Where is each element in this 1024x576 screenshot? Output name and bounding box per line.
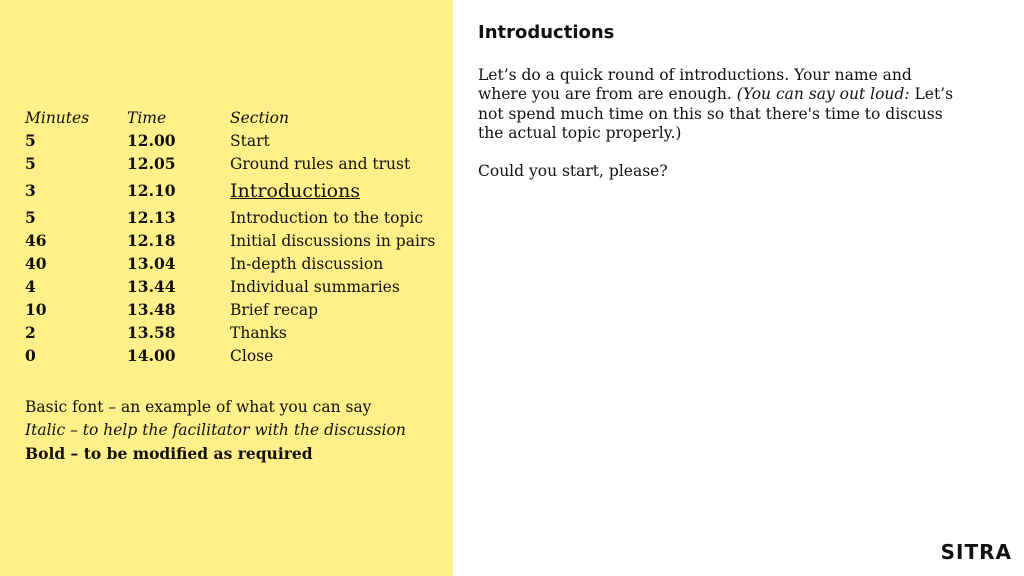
agenda-row-current (25, 175, 435, 206)
agenda-section: Start (230, 131, 270, 150)
agenda-time: 12.10 (127, 181, 176, 200)
agenda-row (25, 129, 435, 152)
legend-italic: Italic – to help the facilitator with the discussion (25, 421, 406, 439)
font-legend (25, 396, 406, 465)
agenda-section: Introduction to the topic (230, 208, 424, 227)
agenda-time: 13.04 (127, 254, 176, 273)
agenda-section: Thanks (230, 323, 287, 342)
agenda-row (25, 252, 435, 275)
legend-bold: Bold – to be modified as required (25, 444, 313, 463)
agenda-time: 12.18 (127, 231, 176, 250)
agenda-time: 12.00 (127, 131, 176, 150)
facilitator-note: (You can say out loud: (736, 85, 910, 104)
minutes-header: Minutes (25, 108, 90, 127)
agenda-section-current-link[interactable]: Introductions (230, 179, 361, 202)
agenda-row (25, 321, 435, 344)
agenda-section: Initial discussions in pairs (230, 231, 436, 250)
intro-text-continued: Let’s not spend much time on this so that there's time to discuss the actual topic properly.) (478, 85, 954, 142)
agenda-minutes: 4 (25, 277, 36, 296)
agenda-table (25, 106, 435, 367)
agenda-time: 13.48 (127, 300, 176, 319)
intro-text: Let’s do a quick round of introductions. Your name and where you are from are enough. (478, 66, 912, 104)
agenda-row (25, 206, 435, 229)
agenda-minutes: 2 (25, 323, 36, 342)
agenda-time: 14.00 (127, 346, 176, 365)
agenda-minutes: 3 (25, 181, 36, 200)
agenda-minutes: 46 (25, 231, 47, 250)
agenda-section: Brief recap (230, 300, 319, 319)
section-title: Introductions (478, 22, 615, 43)
agenda-section: Individual summaries (230, 277, 400, 296)
intro-paragraph (478, 66, 958, 143)
agenda-minutes: 5 (25, 154, 36, 173)
agenda-time: 13.58 (127, 323, 176, 342)
agenda-time: 12.05 (127, 154, 176, 173)
agenda-row (25, 344, 435, 367)
agenda-time: 13.44 (127, 277, 176, 296)
prompt-paragraph: Could you start, please? (478, 162, 668, 181)
agenda-row (25, 275, 435, 298)
agenda-time: 12.13 (127, 208, 176, 227)
agenda-minutes: 5 (25, 208, 36, 227)
agenda-header-row (25, 106, 435, 129)
section-header: Section (230, 108, 289, 127)
agenda-minutes: 5 (25, 131, 36, 150)
legend-basic: Basic font – an example of what you can say (25, 398, 372, 416)
agenda-section: Close (230, 346, 274, 365)
time-header: Time (127, 108, 167, 127)
agenda-row (25, 229, 435, 252)
agenda-row (25, 298, 435, 321)
agenda-section: In-depth discussion (230, 254, 384, 273)
sitra-logo: SITRA (940, 540, 1012, 564)
agenda-section: Ground rules and trust (230, 154, 411, 173)
agenda-minutes: 0 (25, 346, 36, 365)
agenda-row (25, 152, 435, 175)
section-body (478, 66, 958, 181)
agenda-minutes: 10 (25, 300, 47, 319)
agenda-minutes: 40 (25, 254, 47, 273)
agenda-panel (0, 0, 453, 576)
